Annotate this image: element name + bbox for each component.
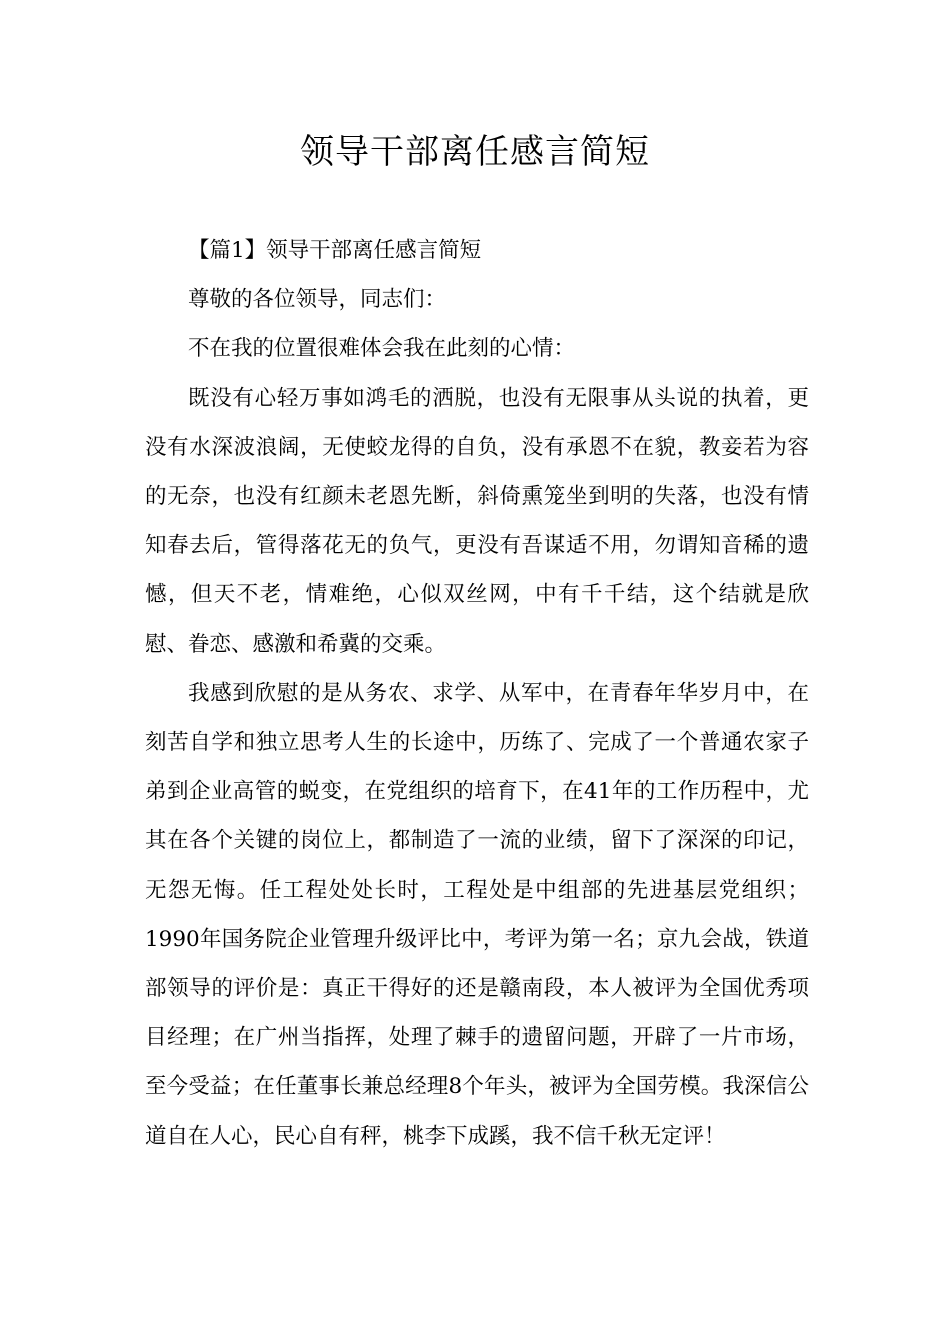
salutation: 尊敬的各位领导，同志们：: [188, 287, 447, 313]
paragraph: 不在我的位置很难体会我在此刻的心情：: [188, 336, 576, 362]
document-body: [145, 226, 809, 1161]
section-heading: 【篇1】领导干部离任感言简短: [188, 238, 482, 263]
paragraph: 我感到欣慰的是从务农、求学、从军中，在青春年华岁月中，在刻苦自学和独立思考人生的长途中，历练了、完成了一个普通农家子弟到企业高管的蜕变，在党组织的培育下，在41年的工作历程中，尤其在各个关键的岗位上，都制造了一流的业绩，留下了深深的印记，无怨无悔。任工程处处长时，工程处是中组部的先进基层党组织；1990年国务院企业管理升级评比中，考评为第一名；京九会战，铁道部领导的评价是：真正干得好的还是赣南段，本人被评为全国优秀项目经理；在广州当指挥，处理了棘手的遗留问题，开辟了一片市场，至今受益；在任董事长兼总经理8个年头，被评为全国劳模。我深信公道自在人心，民心自有秤，桃李下成蹊，我不信千秋无定评！: [145, 680, 809, 1149]
paragraph: 既没有心轻万事如鸿毛的洒脱，也没有无限事从头说的执着，更没有水深波浪阔，无使蛟龙得的自负，没有承恩不在貌，教妾若为容的无奈，也没有红颜未老恩先断，斜倚熏笼坐到明的失落，也没有情知春去后，管得落花无的负气，更没有吾谋适不用，勿谓知音稀的遗憾，但天不老，情难绝，心似双丝网，中有千千结，这个结就是欣慰、眷恋、感激和希冀的交乘。: [145, 385, 809, 657]
document-title: 领导干部离任感言简短: [300, 132, 650, 172]
